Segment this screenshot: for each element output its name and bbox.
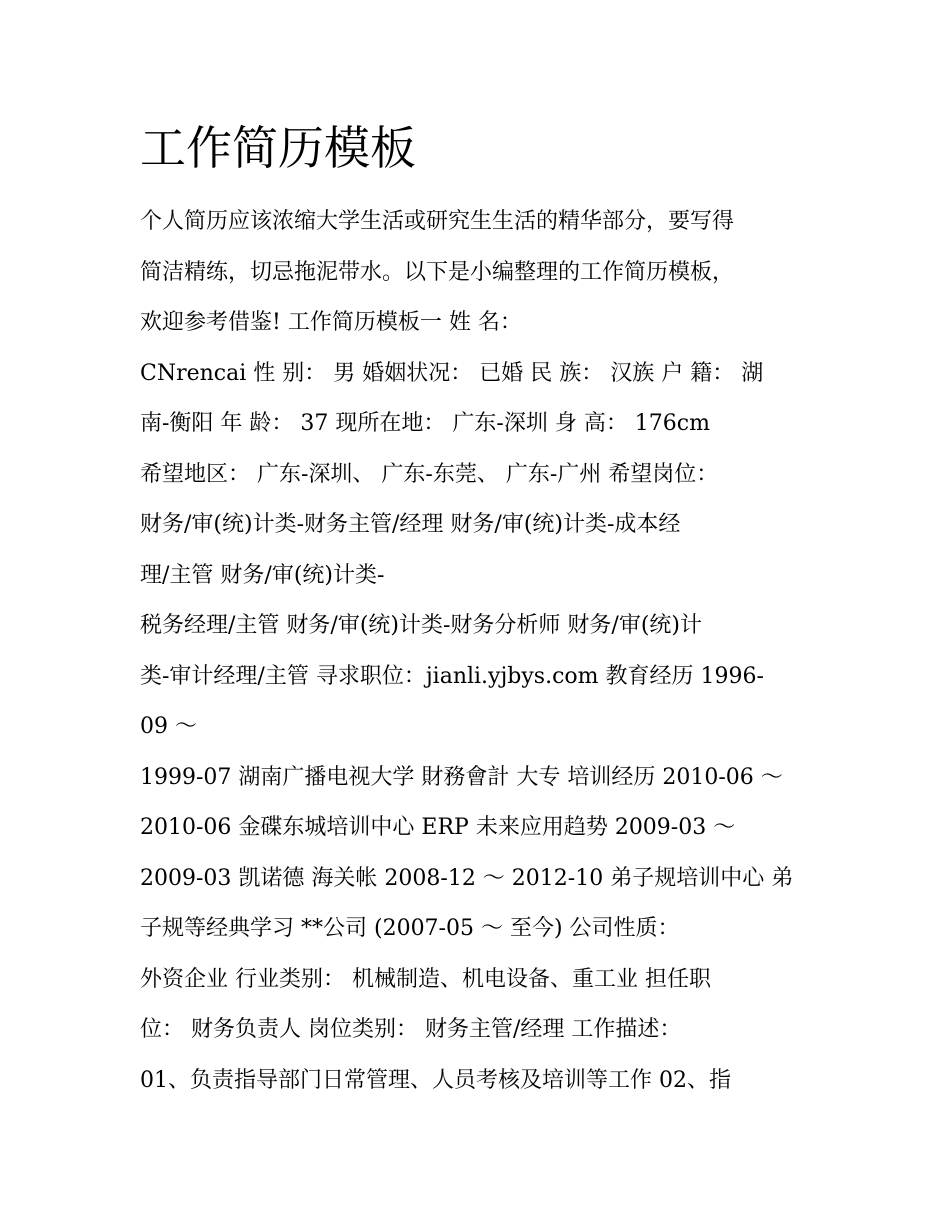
document-body	[140, 197, 820, 1106]
document-title: 工作简历模板	[140, 121, 416, 175]
body-line: 理/主管 财务/审(统)计类-	[140, 562, 385, 588]
body-line: 外资企业 行业类别： 机械制造、机电设备、重工业 担任职	[140, 966, 711, 992]
body-line: 2009-03 凯诺德 海关帐 2008-12 ～ 2012-10 弟子规培训中心 弟	[140, 865, 794, 891]
body-line: 09 ～	[140, 714, 197, 739]
body-line: 个人简历应该浓缩大学生活或研究生生活的精华部分，要写得	[140, 209, 735, 234]
body-line: 税务经理/主管 财务/审(统)计类-财务分析师 财务/审(统)计	[140, 613, 702, 638]
body-line: CNrencai 性 别： 男 婚姻状况： 已婚 民 族： 汉族 户 籍： 湖	[140, 360, 764, 386]
body-line: 子规等经典学习 **公司 (2007-05 ～ 至今) 公司性质：	[140, 916, 680, 941]
body-line: 欢迎参考借鉴! 工作简历模板一 姓 名：	[140, 310, 522, 335]
body-line: 1999-07 湖南广播电视大学 財務會計 大专 培训经历 2010-06 ～	[140, 764, 783, 790]
body-line: 希望地区： 广东-深圳、 广东-东莞、 广东-广州 希望岗位：	[140, 461, 719, 487]
body-line: 2010-06 金碟东城培训中心 ERP 未来应用趋势 2009-03 ～	[140, 815, 736, 840]
body-line: 位： 财务负责人 岗位类别： 财务主管/经理 工作描述：	[140, 1017, 682, 1042]
body-line: 01、负责指导部门日常管理、人员考核及培训等工作 02、指	[140, 1067, 731, 1093]
body-line: 南-衡阳 年 龄： 37 现所在地： 广东-深圳 身 高： 176cm	[140, 411, 710, 436]
body-line: 简洁精练，切忌拖泥带水。以下是小编整理的工作简历模板，	[140, 259, 735, 285]
body-line: 财务/审(统)计类-财务主管/经理 财务/审(统)计类-成本经	[140, 512, 681, 537]
body-line: 类-审计经理/主管 寻求职位：jianli.yjbys.com 教育经历 1996-	[140, 663, 764, 689]
